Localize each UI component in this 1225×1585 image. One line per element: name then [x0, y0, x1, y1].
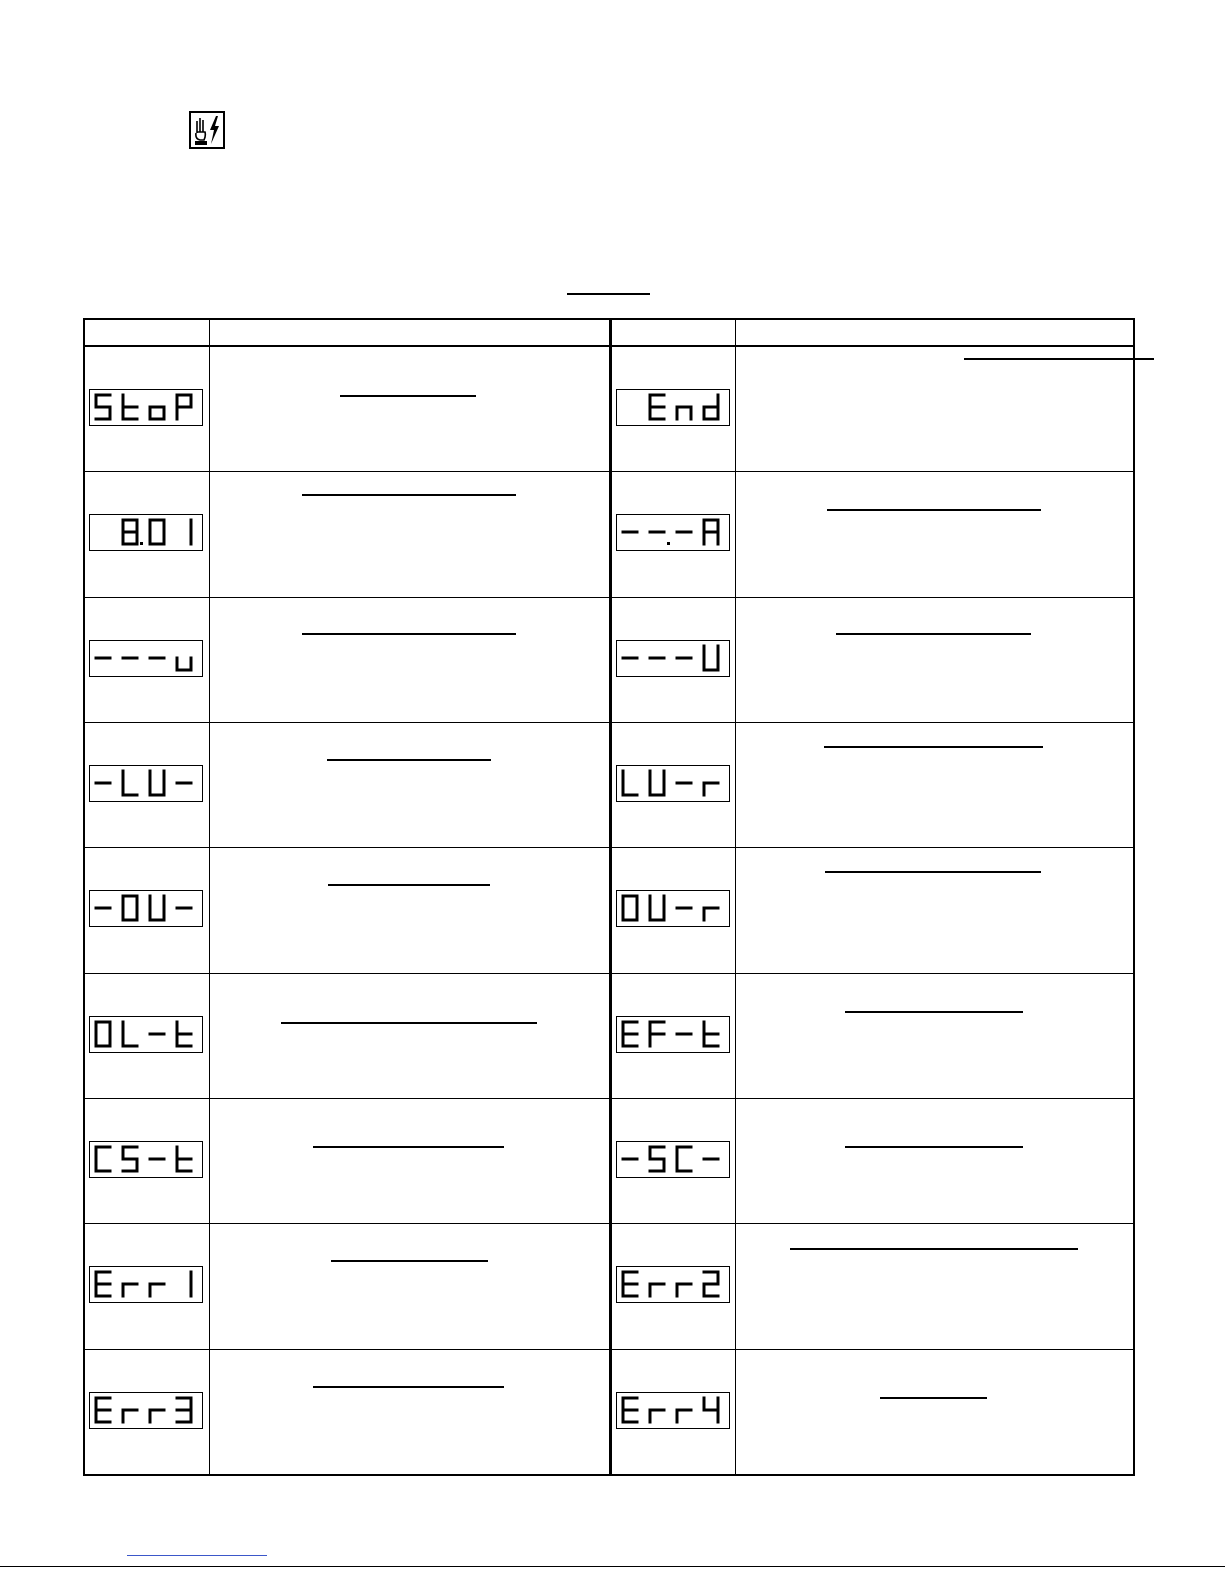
display-cell — [84, 346, 209, 472]
display-cell — [610, 346, 735, 472]
description-cell — [209, 848, 610, 973]
description-underline — [824, 746, 1043, 748]
display-cell — [610, 472, 735, 597]
header-description-2 — [735, 319, 1134, 346]
electric-shock-hazard-icon — [189, 111, 225, 149]
seven-segment-glyphs — [617, 1017, 729, 1052]
display-cell — [610, 597, 735, 722]
seven-segment-glyphs — [617, 641, 729, 676]
description-cell — [209, 1098, 610, 1223]
lcd-display-err2 — [616, 1266, 730, 1303]
seven-segment-glyphs — [617, 1267, 729, 1302]
lcd-display-end — [616, 389, 730, 426]
table-row — [84, 1224, 1134, 1349]
lcd-decimal-point — [667, 542, 670, 545]
lcd-display-801 — [89, 514, 203, 551]
footer-divider — [0, 1566, 1225, 1567]
description-cell — [209, 597, 610, 722]
description-cell — [735, 973, 1134, 1098]
table-row — [84, 1349, 1134, 1475]
seven-segment-glyphs — [617, 1393, 729, 1428]
table-header-row — [84, 319, 1134, 346]
description-underline — [964, 358, 1154, 360]
seven-segment-glyphs — [90, 1267, 202, 1302]
lcd-display-err4 — [616, 1392, 730, 1429]
status-code-table — [83, 318, 1135, 1476]
description-underline — [281, 1022, 537, 1024]
lcd-display-our — [616, 890, 730, 927]
description-cell — [735, 1098, 1134, 1223]
description-cell — [209, 346, 610, 472]
lcd-display-a — [616, 514, 730, 551]
description-underline — [331, 1260, 488, 1262]
seven-segment-glyphs — [90, 1142, 202, 1177]
description-underline — [313, 1386, 504, 1388]
header-display — [84, 319, 209, 346]
table-row — [84, 472, 1134, 597]
lcd-display-err1 — [89, 1266, 203, 1303]
description-cell — [735, 722, 1134, 847]
display-cell — [610, 1349, 735, 1475]
title-underline — [567, 293, 650, 295]
display-cell — [84, 597, 209, 722]
table-row — [84, 722, 1134, 847]
lcd-display-cst — [89, 1141, 203, 1178]
seven-segment-glyphs — [90, 515, 202, 550]
description-underline — [340, 395, 476, 397]
description-underline — [302, 494, 516, 496]
description-cell — [735, 1349, 1134, 1475]
seven-segment-glyphs — [90, 390, 202, 425]
description-underline — [845, 1146, 1023, 1148]
display-cell — [610, 722, 735, 847]
lcd-display-ou — [89, 890, 203, 927]
table-row — [84, 848, 1134, 973]
footer-link[interactable] — [127, 1555, 267, 1556]
description-cell — [209, 1224, 610, 1349]
display-cell — [84, 1349, 209, 1475]
display-cell — [84, 973, 209, 1098]
table-row — [84, 973, 1134, 1098]
description-underline — [327, 759, 491, 761]
seven-segment-glyphs — [90, 1017, 202, 1052]
description-cell — [209, 722, 610, 847]
lcd-display-eft — [616, 1016, 730, 1053]
display-cell — [610, 1098, 735, 1223]
display-cell — [84, 848, 209, 973]
seven-segment-glyphs — [90, 891, 202, 926]
description-underline — [328, 884, 490, 886]
lcd-display-u — [616, 640, 730, 677]
description-underline — [836, 633, 1031, 635]
description-cell — [735, 1224, 1134, 1349]
description-cell — [735, 597, 1134, 722]
lcd-display-lur — [616, 765, 730, 802]
display-cell — [84, 722, 209, 847]
seven-segment-glyphs — [617, 1142, 729, 1177]
table-row — [84, 597, 1134, 722]
display-cell — [84, 472, 209, 597]
lcd-display-lu — [89, 765, 203, 802]
description-cell — [735, 346, 1134, 472]
description-cell — [209, 973, 610, 1098]
description-underline — [313, 1146, 504, 1148]
header-display-2 — [610, 319, 735, 346]
seven-segment-glyphs — [90, 641, 202, 676]
lcd-display-err3 — [89, 1392, 203, 1429]
description-cell — [209, 472, 610, 597]
description-underline — [825, 871, 1041, 873]
description-cell — [209, 1349, 610, 1475]
description-underline — [827, 509, 1041, 511]
seven-segment-glyphs — [617, 766, 729, 801]
lcd-display-stop — [89, 389, 203, 426]
table-row — [84, 346, 1134, 472]
table-row — [84, 1098, 1134, 1223]
lcd-display-olt — [89, 1016, 203, 1053]
description-underline — [845, 1011, 1023, 1013]
display-cell — [610, 973, 735, 1098]
lcd-decimal-point — [140, 542, 143, 545]
display-cell — [610, 848, 735, 973]
header-description — [209, 319, 610, 346]
display-cell — [610, 1224, 735, 1349]
lcd-display-sc — [616, 1141, 730, 1178]
description-cell — [735, 848, 1134, 973]
description-underline — [790, 1248, 1078, 1250]
description-cell — [735, 472, 1134, 597]
seven-segment-glyphs — [90, 1393, 202, 1428]
seven-segment-glyphs — [617, 515, 729, 550]
description-underline — [880, 1397, 987, 1399]
seven-segment-glyphs — [617, 390, 729, 425]
display-cell — [84, 1098, 209, 1223]
display-cell — [84, 1224, 209, 1349]
description-underline — [302, 633, 516, 635]
seven-segment-glyphs — [90, 766, 202, 801]
lcd-display-u — [89, 640, 203, 677]
seven-segment-glyphs — [617, 891, 729, 926]
